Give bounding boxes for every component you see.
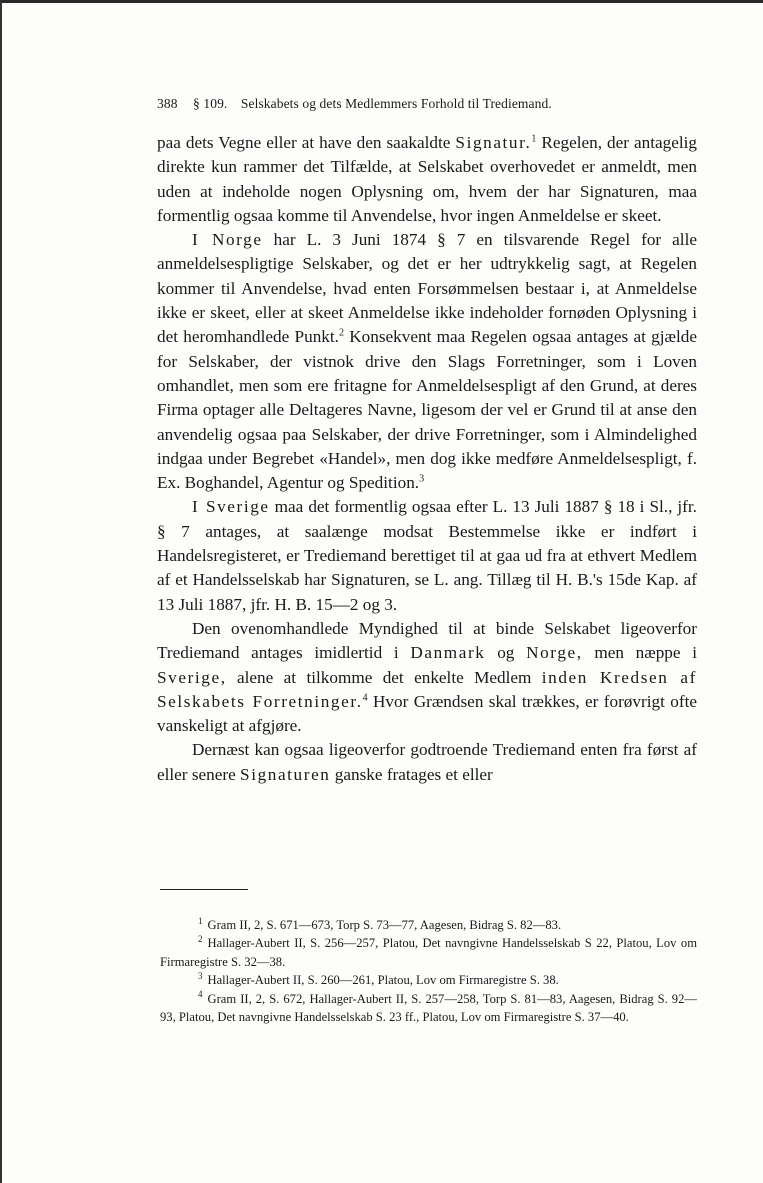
scan-left-edge (0, 0, 2, 1183)
paragraph-3: I Sverige maa det formentlig ogsaa efter L. 13 Juli 1887 § 18 i Sl., jfr. § 7 antages, at saalænge modsat Bestemmelse ikke er indført i Handelsregisteret, er Trediemand berettiget til at gaa ud fra at ethvert Medlem af et Handelsselskab har Signaturen, se L. ang. Tillæg til H. B.'s 15de Kap. af 13 Juli 1887, jfr. H. B. 15—2 og 3. (157, 497, 697, 614)
paragraph-4: Den ovenomhandlede Myndighed til at binde Selskabet ligeoverfor Trediemand antages imidlertid i Danmark og Norge, men næppe i Sverige, alene at tilkomme det enkelte Medlem inden Kredsen af Selskabets Forretninger.$^4$ Hvor Grændsen skal trækkes, er forøvrigt ofte vanskeligt at afgjøre. (157, 618, 697, 736)
scan-top-edge (0, 0, 763, 3)
footnote: $^3$ Hallager-Aubert II, S. 260—261, Platou, Lov om Firmaregistre S. 38. (198, 971, 559, 988)
page-number: 388 (157, 96, 178, 111)
paragraph-1: paa dets Vegne eller at have den saakaldte Signatur.$^1$ Regelen, der antagelig direkte kun rammer det Tilfælde, at Selskabet overhovedet er anmeldt, men uden at indeholde nogen Oplysning om, hvem der har Signaturen, maa formentlig ogsaa komme til Anvendelse, hvor ingen Anmeldelse er skeet. (157, 133, 697, 225)
footnote-ref: 2 (338, 327, 344, 339)
spaced-term: inden Kredsen af Selskabets Forretninger. (157, 667, 697, 711)
footnote-ref: 4 (362, 692, 368, 704)
spaced-term: Signaturen (240, 764, 331, 784)
running-title: Selskabets og dets Medlemmers Forhold til Trediemand. (240, 96, 552, 111)
footnote: $^1$ Gram II, 2, S. 671—673, Torp S. 73—77, Aagesen, Bidrag S. 82—83. (198, 915, 562, 932)
running-head (157, 96, 697, 112)
footnotes (160, 916, 697, 1026)
spaced-term: Norge, (526, 643, 583, 663)
footnote-ref: 3 (419, 473, 425, 485)
body-text (157, 131, 697, 787)
spaced-term: Danmark (410, 643, 486, 663)
footnote: $^2$ Hallager-Aubert II, S. 256—257, Platou, Det navngivne Handelsselskab S 22, Platou, Lov om Firmaregistre S. 32—38. (160, 934, 697, 969)
footnote: $^4$ Gram II, 2, S. 672, Hallager-Aubert II, S. 257—258, Torp S. 81—83, Aagesen, Bidrag S. 92—93, Platou, Det navngivne Handelsselskab S. 23 ff., Platou, Lov om Firmaregistre S. 37—40. (160, 989, 697, 1025)
spaced-term: Sverige, (157, 667, 227, 687)
paragraph-5: Dernæst kan ogsaa ligeoverfor godtroende Trediemand enten fra først af eller senere Signaturen ganske fratages et eller (157, 740, 697, 784)
footnote-ref: 1 (531, 133, 537, 145)
section-mark: § 109. (193, 96, 228, 111)
paragraph-2: I Norge har L. 3 Juni 1874 § 7 en tilsvarende Regel for alle anmeldelsespligtige Selskaber, og det er her udtrykkelig sagt, at Regelen kommer til Anvendelse, hvad enten Forsømmelsen bestaar i, at Anmeldelse ikke er skeet, eller at skeet Anmeldelse ikke indeholder fornøden Oplysning i det heromhandlede Punkt.$^2$ Konsekvent maa Regelen ogsaa antages at gjælde for Selskaber, der vistnok drive den Slags Forretninger, som i Loven omhandlet, men som ere fritagne for Anmeldelsespligt af den Grund, at deres Firma optager alle Deltageres Navne, ligesom der vel er Grund til at anse den anvendelig ogsaa paa Selskaber, der drive Forretninger, som i Almindelighed indgaa under Begrebet «Handel», men dog ikke medføre Anmeldelsespligt, f. Ex. Boghandel, Agentur og Spedition.$^3$ (157, 230, 697, 493)
spaced-term: Signatur. (455, 133, 532, 152)
footnote-divider (160, 889, 248, 890)
spaced-term: I Norge (192, 230, 263, 250)
spaced-term: I Sverige (192, 497, 270, 517)
